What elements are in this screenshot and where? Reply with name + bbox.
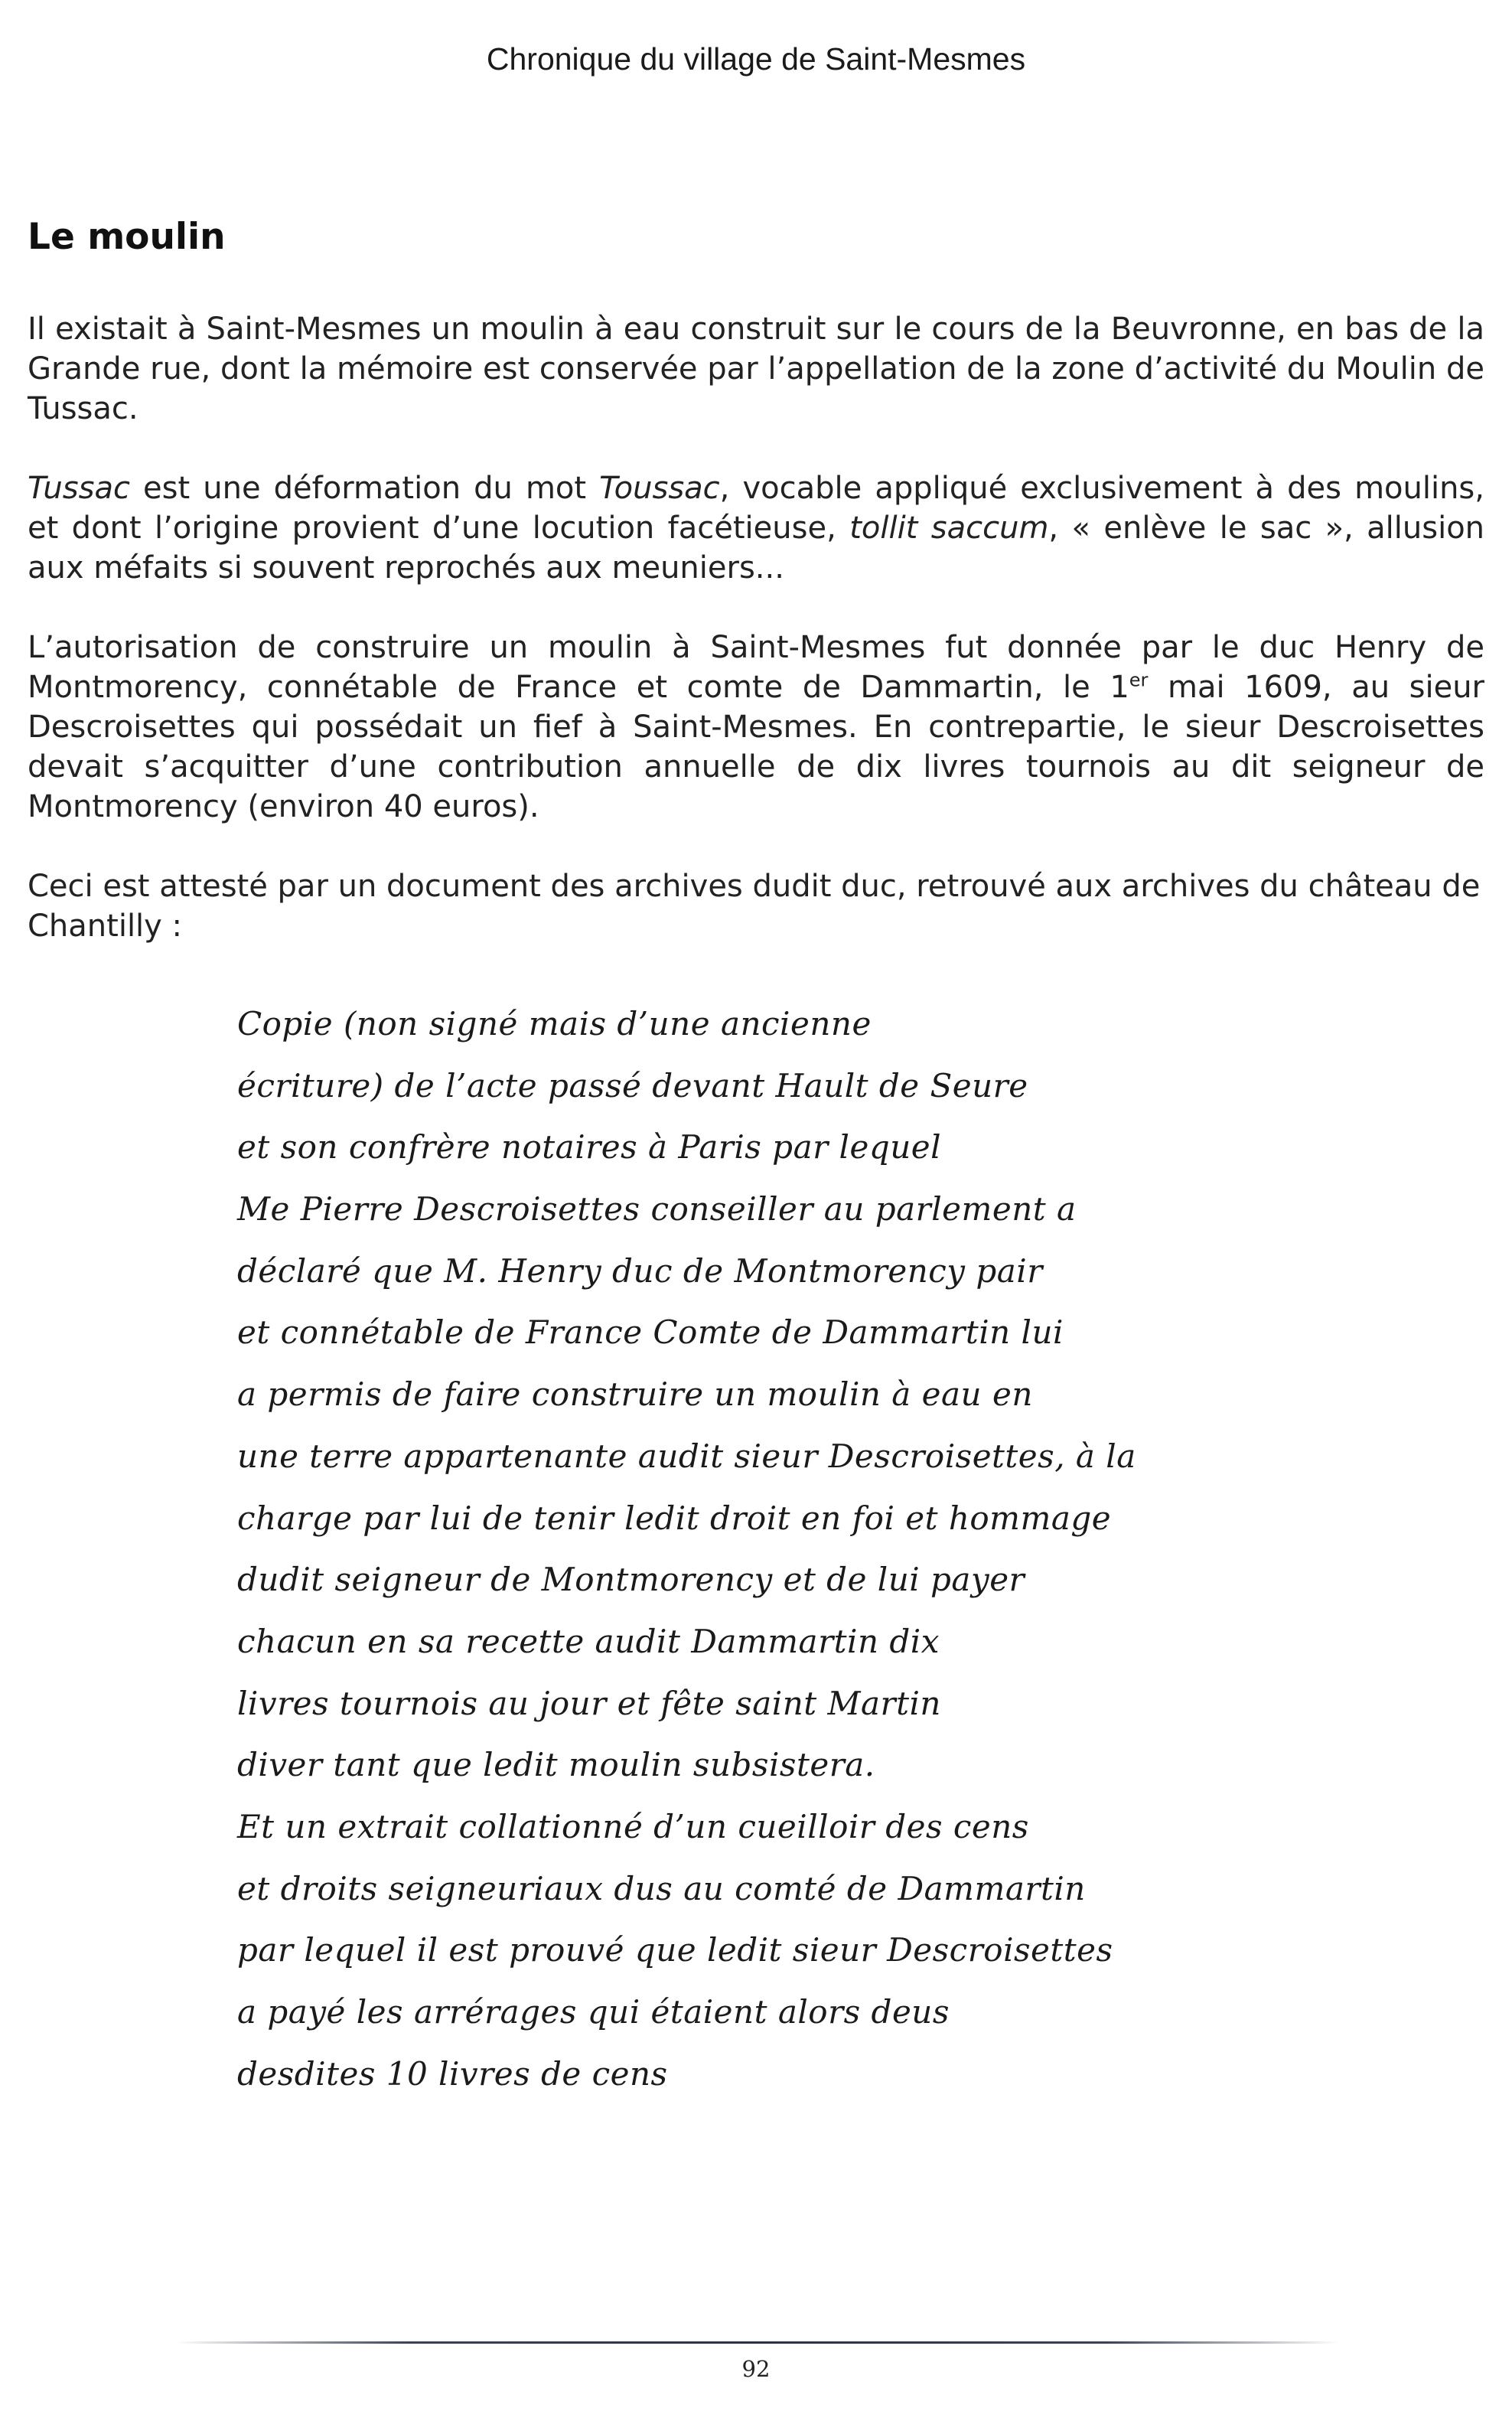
paragraph-2-text-2: , vocable appliqué exclusivement à des moulins, et dont l’origine provient d’une locution facétieuse,: [28, 471, 1484, 546]
paragraph-3-text-1: L’autorisation de construire un moulin à Saint-Mesmes fut donnée par le duc Henry de Montmorency, connétable de France et comte de Dammartin, le 1: [28, 630, 1484, 705]
excerpt-line: desdites 10 livres de cens: [237, 2054, 668, 2093]
excerpt-line: a permis de faire construire un moulin à eau en: [237, 1375, 1033, 1414]
paragraph-2: [28, 468, 1484, 588]
excerpt-line: Copie (non signé mais d’une ancienne: [237, 1005, 872, 1042]
excerpt-line: Me Pierre Descroisettes conseiller au parlement a: [237, 1190, 1077, 1228]
archive-excerpt: [237, 994, 1232, 2105]
paragraph-2-text-1: est une déformation du mot: [129, 471, 600, 506]
excerpt-line: par lequel il est prouvé que ledit sieur Descroisettes: [237, 1931, 1113, 1969]
excerpt-line: et connétable de France Comte de Dammartin lui: [237, 1313, 1064, 1352]
body-text: [28, 309, 1484, 986]
excerpt-line: une terre appartenante audit sieur Descroisettes, à la: [237, 1437, 1136, 1475]
excerpt-line: Et un extrait collationné d’un cueilloir des cens: [237, 1807, 1029, 1845]
excerpt-line: dudit seigneur de Montmorency et de lui payer: [237, 1561, 1025, 1599]
excerpt-line: charge par lui de tenir ledit droit en foi et hommage: [237, 1499, 1112, 1537]
term-toussac: Toussac: [599, 471, 720, 506]
excerpt-line: écriture) de l’acte passé devant Hault de Seure: [237, 1066, 1028, 1104]
ordinal-suffix: er: [1129, 669, 1149, 691]
paragraph-2-text-3: , « enlève le sac », allusion aux méfaits si souvent reprochés aux meuniers...: [28, 511, 1485, 586]
term-tussac: Tussac: [28, 471, 130, 506]
section-title: Le moulin: [28, 216, 226, 258]
excerpt-line: et son confrère notaires à Paris par lequel: [237, 1128, 942, 1166]
footer-divider: [176, 2341, 1339, 2344]
excerpt-line: chacun en sa recette audit Dammartin dix: [237, 1622, 940, 1660]
excerpt-line: déclaré que M. Henry duc de Montmorency pair: [237, 1251, 1043, 1290]
paragraph-3-text-2: mai 1609, au sieur Descroisettes qui possédait un fief à Saint-Mesmes. En contrepartie, le sieur Descroisettes devait s’acquitter d’une contribution annuelle de dix livres tournois au dit seigneur de Montmorency (environ 40 euros).: [28, 670, 1484, 824]
excerpt-line: a payé les arrérages qui étaient alors deus: [237, 1993, 950, 2031]
running-header: Chronique du village de Saint-Mesmes: [486, 41, 1026, 77]
latin-phrase: tollit saccum: [849, 511, 1049, 546]
paragraph-1: Il existait à Saint-Mesmes un moulin à eau construit sur le cours de la Beuvronne, en bas de la Grande rue, dont la mémoire est conservée par l’appellation de la zone d’activité du Moulin de Tussac.: [28, 312, 1484, 426]
excerpt-line: et droits seigneuriaux dus au comté de Dammartin: [237, 1869, 1086, 1907]
paragraph-4: Ceci est attesté par un document des archives dudit duc, retrouvé aux archives du château de Chantilly :: [28, 869, 1481, 944]
excerpt-line: diver tant que ledit moulin subsistera.: [237, 1746, 875, 1784]
excerpt-line: livres tournois au jour et fête saint Martin: [237, 1684, 941, 1722]
page-number: 92: [741, 2356, 771, 2382]
paragraph-3: [28, 628, 1484, 827]
